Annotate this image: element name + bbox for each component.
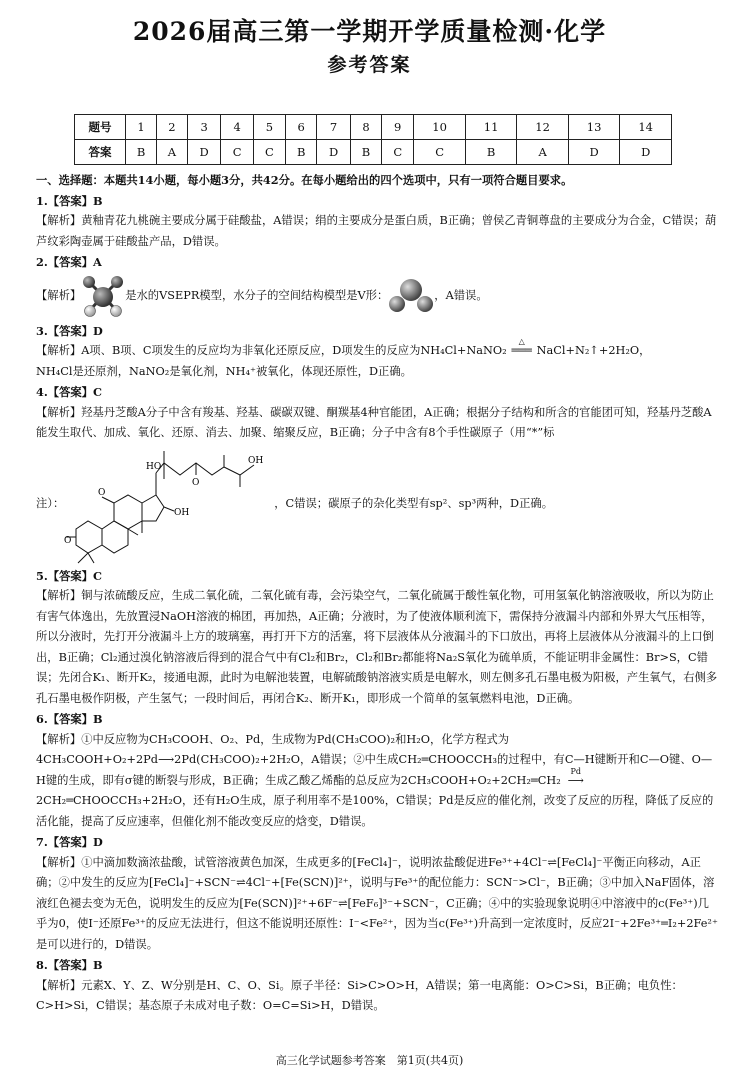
solutions-body [36,170,718,1017]
question-number: 12 [517,115,569,140]
answer-cell: A [157,140,188,165]
question-number: 14 [620,115,672,140]
q4-explanation: 【解析】羟基丹芝酸A分子中含有羧基、羟基、碳碳双键、酮羰基4种官能团，A正确；根据分子结构和所含的官能团可知，羟基丹芝酸A能发生取代、加成、氧化、还原、消去、加聚、缩聚反应，B正确；分子中含有8个手性碳原子（用“*”标 [36,405,712,439]
question-number: 5 [253,115,285,140]
v-shape-model-icon [388,277,434,317]
q4-note-label: 注）： [36,497,65,511]
heat-condition: △ [518,337,525,346]
q3-line1: 【解析】A项、B项、C项发生的反应均为非氧化还原反应，D项发生的反应为NH₄Cl+NaNO₂ [36,344,507,357]
q8-answer: 8.【答案】B [36,958,103,972]
q3-explanation-line1 [36,337,718,362]
mol-label-o2: O [98,487,106,498]
question-number: 3 [187,115,221,140]
question-number: 10 [414,115,466,140]
answer-cell: C [382,140,414,165]
question-number: 7 [317,115,351,140]
q6-answer: 6.【答案】B [36,712,103,726]
reaction-arrow: △ ═══ [507,341,537,362]
question-number: 13 [568,115,620,140]
question-number: 6 [286,115,317,140]
q4-note-row [36,444,718,566]
answer-table [74,114,672,165]
q1-answer: 1.【答案】B [36,193,103,208]
section-heading: 一、选择题：本题共14小题，每小题3分，共42分。在每小题给出的四个选项中，只有一项符合题目要求。 [36,173,573,187]
q2-label: 【解析】 [36,289,82,303]
question-number: 11 [465,115,517,140]
q4-answer: 4.【答案】C [36,385,102,399]
answer-cell: C [221,140,253,165]
answer-cell: D [317,140,351,165]
answer-cell: D [568,140,620,165]
question-number: 4 [221,115,253,140]
q3-answer: 3.【答案】D [36,323,103,338]
q5-explanation: 【解析】铜与浓硫酸反应，生成二氧化硫，二氧化硫有毒，会污染空气，二氧化硫属于酸性氧化物，可用氢氧化钠溶液吸收，所以为防止有害气体逸出，先放置浸NaOH溶液的棉团，再加热，A正确；分液时，为了使液体顺利流下，需保持分液漏斗内部和外界大气压相等，所以分液时，先打开分液漏斗上方的玻璃塞，再打开下方的活塞，将下层液体从分液漏斗的下口放出，再将上层液体从分液漏斗的上口倒出，B正确；Cl₂通过溴化钠溶液后得到的混合气中有Cl₂和Br₂，Cl₂和Br₂都能将Na₂S氧化为硫单质，不能证明非金属性：Br>S，C错误；先闭合K₁、断开K₂，接通电源，此时为电解池装置，电解硫酸钠溶液实质是电解水，则左侧多孔石墨电极为阳极，产生氧气，右侧多孔石墨电极作阴极，产生氢气；一段时间后，再闭合K₂、断开K₁，即形成一个简单的氢氧燃料电池，D正确。 [36,589,718,705]
mol-label-oh1: OH [248,455,264,466]
mol-label-oh2: OH [174,507,190,518]
mol-label-o3: O [64,535,72,546]
q7-answer: 7.【答案】D [36,835,103,849]
q2-text-b: ，A错误。 [434,289,488,303]
vsepr-model-icon [81,274,125,320]
page-subtitle: 参考答案 [327,54,412,76]
q4-note-after: ，C错误；碳原子的杂化类型有sp²、sp³两种，D正确。 [274,497,554,511]
q6-text2: 2CH₂═CHOOCCH₃+2H₂O，还有H₂O生成，原子利用率不是100%，C错误；Pd是反应的催化剂，改变了反应的历程，降低了反应的活化能，提高了反应速率，但催化剂不能改变反应的焓变，D错误。 [36,794,714,828]
question-number: 2 [157,115,188,140]
answer-cell: C [414,140,466,165]
answer-cell: B [465,140,517,165]
answer-cell: D [187,140,221,165]
reaction-arrow: Pd ⟶ [561,771,591,792]
page-footer: 高三化学试题参考答案 第1页(共4页) [275,1054,464,1067]
q2-answer: 2.【答案】A [36,255,102,269]
q8-explanation: 【解析】元素X、Y、Z、W分别是H、C、O、Si。原子半径：Si>C>O>H，A错误；第一电离能：O>C>Si，B正确；电负性：C>H>Si，C错误；基态原子未成对电子数：O=C=Si>H，D错误。 [36,978,683,1012]
answer-cell: B [350,140,381,165]
question-number: 1 [126,115,157,140]
q5-answer: 5.【答案】C [36,568,102,583]
q2-text-a: 是水的VSEPR模型，水分子的空间结构模型是V形： [125,289,389,303]
answer-cell: B [286,140,317,165]
answer-cell: A [517,140,569,165]
q1-explanation: 【解析】黄釉青花九桃碗主要成分属于硅酸盐，A错误；绢的主要成分是蛋白质，B正确；曾侯乙青铜尊盘的主要成分为合金，C错误；葫芦纹彩陶壶属于硅酸盐产品，D错误。 [36,214,717,248]
q3-line1b: NaCl+N₂↑+2H₂O， [536,344,651,357]
table-row [75,140,672,165]
answer-cell: B [126,140,157,165]
table-header-cell: 答案 [75,140,126,165]
question-number: 9 [382,115,414,140]
answer-cell: C [253,140,285,165]
q2-explanation [36,273,718,321]
q6-explanation [36,730,718,833]
catalyst-condition: Pd [570,766,582,776]
question-number: 8 [350,115,381,140]
answer-cell: D [620,140,672,165]
molecule-structure-icon [64,445,274,565]
table-row [75,115,672,140]
q3-explanation-line2: NH₄Cl是还原剂，NaNO₂是氧化剂，NH₄⁺被氧化，体现还原性，D正确。 [36,364,412,378]
table-header-cell: 题号 [75,115,126,140]
q6-text1: 【解析】①中反应物为CH₃COOH、O₂、Pd，生成物为Pd(CH₃COO)₂和H₂O，化学方程式为4CH₃COOH+O₂+2Pd⟶2Pd(CH₃COO)₂+2H₂O，A错误；②中生成CH₂═CHOOCCH₃的过程中，有C—H键断开和C—O键、O—H键的生成，即有σ键的断裂与形成，B正确；生成乙酸乙烯酯的总反应为2CH₃COOH+O₂+2CH₂═CH₂ [36,732,713,787]
page-title: 2026届高三第一学期开学质量检测·化学 [132,17,607,46]
q7-explanation: 【解析】①中滴加数滴浓盐酸，试管溶液黄色加深，生成更多的[FeCl₄]⁻，说明浓盐酸促进Fe³⁺+4Cl⁻⇌[FeCl₄]⁻平衡正向移动，A正确；②中发生的反应为[FeCl₄]⁻+SCN⁻⇌4Cl⁻+[Fe(SCN)]²⁺，说明与Fe³⁺的配位能力：SCN⁻>Cl⁻，B正确；③中加入NaF固体，溶液红色褪去变为无色，说明发生的反应为[Fe(SCN)]²⁺+6F⁻⇌[FeF₆]³⁻+SCN⁻，C正确；④中的实验现象说明④中溶液中的c(Fe³⁺)几乎为0，使I⁻还原Fe³⁺的反应无法进行，但这不能说明还原性：I⁻<Fe²⁺，因为当c(Fe³⁺)升高到一定浓度时，反应2I⁻+2Fe³⁺═I₂+2Fe²⁺是可以进行的，D错误。 [36,855,718,951]
mol-label-ho: HO [146,461,162,472]
mol-label-o1: O [192,477,200,488]
